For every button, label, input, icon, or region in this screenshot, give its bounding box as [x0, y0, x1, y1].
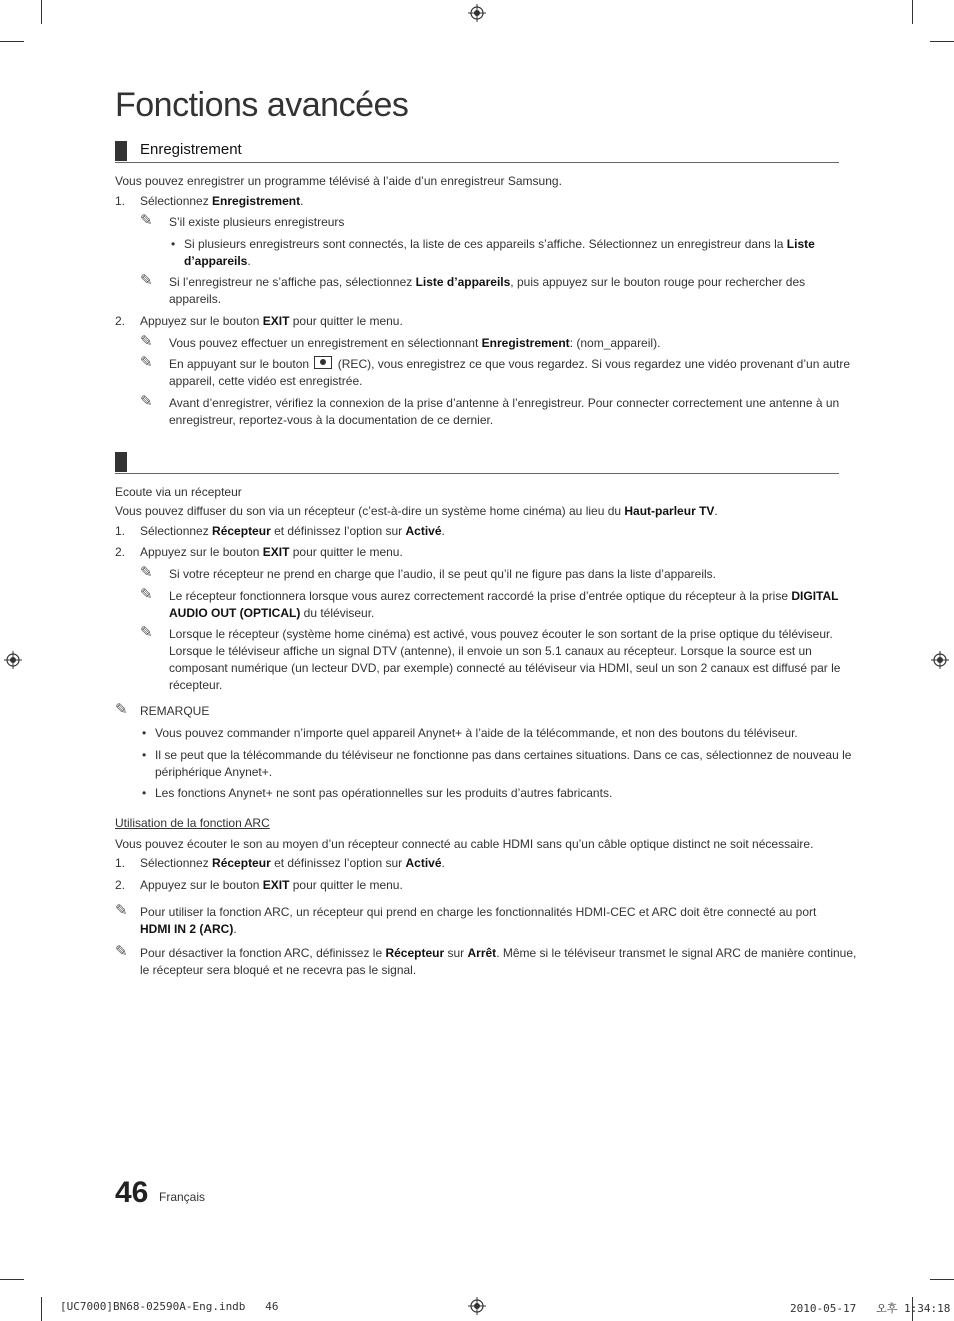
step-text: Appuyez sur le bouton EXIT pour quitter le menu.: [140, 878, 403, 892]
section-intro: Vous pouvez enregistrer un programme télévisé à l’aide d’un enregistreur Samsung.: [115, 174, 562, 188]
note-icon: ✎: [115, 902, 128, 919]
section-intro: Vous pouvez diffuser du son via un récepteur (c’est-à-dire un système home cinéma) au lieu du Haut-parleur TV.: [115, 504, 718, 518]
subheading: Ecoute via un récepteur: [115, 485, 242, 499]
note-text: Lorsque le récepteur (système home cinéma) est activé, vous pouvez écouter le son sortant de la prise optique du téléviseur. Lorsque le téléviseur affiche un signal DTV (antenne), il envoie un son 5.1 canaux au récepteur. Lorsque la source est un composant numérique (un lecteur DVD, par exemple) connecté au téléviseur via HDMI, seul un son 2 canaux est diffusé par le récepteur.: [169, 627, 841, 692]
page-language: Français: [159, 1190, 206, 1204]
note-text: En appuyant sur le bouton (REC), vous enregistrez ce que vous regardez. Si vous regardez une vidéo provenant d’un autre appareil, cette vidéo est enregistrée.: [169, 357, 851, 388]
note-text: Le récepteur fonctionnera lorsque vous aurez correctement raccordé la prise d’entrée optique du récepteur à la prise DIGITAL AUDIO OUT (OPTICAL) du téléviseur.: [169, 589, 839, 620]
remark-text: Il se peut que la télécommande du téléviseur ne fonctionne pas dans certaines situations. Dans ce cas, sélectionnez de nouveau le périphérique Anynet+.: [155, 748, 852, 779]
note-text: Vous pouvez effectuer un enregistrement en sélectionnant Enregistrement: (nom_appareil).: [169, 336, 661, 350]
crop-mark: [41, 0, 42, 24]
section-bar: [115, 141, 127, 161]
footer-file: [UC7000]BN68-02590A-Eng.indb 46: [60, 1300, 279, 1313]
bullet-icon: •: [142, 748, 147, 762]
footer-date: 2010-05-17 오후 1:34:18: [790, 1302, 951, 1315]
note-icon: ✎: [140, 212, 153, 229]
section-heading-text: Enregistrement: [140, 141, 242, 158]
registration-mark-icon: [468, 4, 486, 22]
registration-mark-icon: [931, 651, 949, 669]
step-text: Appuyez sur le bouton EXIT pour quitter le menu.: [140, 545, 403, 559]
note-icon: ✎: [140, 393, 153, 410]
step-text: Appuyez sur le bouton EXIT pour quitter le menu.: [140, 314, 403, 328]
step-number: 2.: [115, 314, 126, 328]
note-icon: ✎: [140, 564, 153, 581]
step-text: Sélectionnez Récepteur et définissez l’option sur Activé.: [140, 524, 445, 538]
step-number: 2.: [115, 545, 126, 559]
section-heading-enregistrement: [115, 140, 839, 163]
note-icon: ✎: [140, 586, 153, 603]
remark-label: REMARQUE: [140, 704, 210, 718]
section-bar: [115, 452, 127, 472]
note-text: S’il existe plusieurs enregistreurs: [169, 215, 345, 229]
crop-mark: [930, 1279, 954, 1280]
note-icon: ✎: [140, 272, 153, 289]
step-number: 1.: [115, 194, 126, 208]
note-icon: ✎: [140, 354, 153, 371]
note-icon: ✎: [140, 624, 153, 641]
crop-mark: [41, 1297, 42, 1321]
remark-text: Vous pouvez commander n’importe quel appareil Anynet+ à l’aide de la télécommande, et non des boutons du téléviseur.: [155, 726, 798, 740]
bullet-icon: •: [142, 726, 147, 740]
crop-mark: [0, 1279, 24, 1280]
note-text: Si l’enregistreur ne s’affiche pas, sélectionnez Liste d’appareils, puis appuyez sur le bouton rouge pour rechercher des appareils.: [169, 275, 806, 306]
note-text: Avant d’enregistrer, vérifiez la connexion de la prise d’antenne à l’enregistreur. Pour connecter correctement une antenne à un enregistreur, reportez-vous à la documentation de ce dernier.: [169, 396, 840, 427]
note-icon: ✎: [115, 701, 128, 718]
remark-text: Les fonctions Anynet+ ne sont pas opérationnelles sur les produits d’autres fabricants.: [155, 786, 613, 800]
bullet-text: Si plusieurs enregistreurs sont connectés, la liste de ces appareils s’affiche. Sélectionnez un enregistreur dans la Liste d’appareils.: [184, 237, 815, 268]
step-number: 1.: [115, 856, 126, 870]
step-number: 2.: [115, 878, 126, 892]
crop-mark: [912, 0, 913, 24]
bullet-icon: •: [142, 786, 147, 800]
registration-mark-icon: [4, 651, 22, 669]
step-number: 1.: [115, 524, 126, 538]
page-number: 46: [115, 1176, 149, 1209]
section-intro: Vous pouvez écouter le son au moyen d’un récepteur connecté au cable HDMI sans qu’un câble optique distinct ne soit nécessaire.: [115, 837, 814, 851]
note-text: Pour utiliser la fonction ARC, un récepteur qui prend en charge les fonctionnalités HDMI-CEC et ARC doit être connecté au port HDMI IN 2 (ARC).: [140, 905, 817, 936]
note-text: Pour désactiver la fonction ARC, définissez le Récepteur sur Arrêt. Même si le téléviseur transmet le signal ARC de manière continue, le récepteur sera bloqué et ne recevra pas le signal.: [140, 946, 857, 977]
section-heading-anynet: [115, 451, 839, 474]
note-text: Si votre récepteur ne prend en charge que l’audio, il se peut qu’il ne figure pas dans la liste d’appareils.: [169, 567, 717, 581]
rec-button-icon: [314, 356, 332, 369]
note-icon: ✎: [140, 333, 153, 350]
step-text: Sélectionnez Récepteur et définissez l’option sur Activé.: [140, 856, 445, 870]
crop-mark: [0, 41, 24, 42]
crop-mark: [930, 41, 954, 42]
page-title: Fonctions avancées: [115, 86, 409, 124]
note-icon: ✎: [115, 943, 128, 960]
bullet-icon: •: [171, 237, 176, 251]
subheading-arc: Utilisation de la fonction ARC: [115, 816, 270, 830]
step-text: Sélectionnez Enregistrement.: [140, 194, 304, 208]
registration-mark-icon: [468, 1297, 486, 1315]
